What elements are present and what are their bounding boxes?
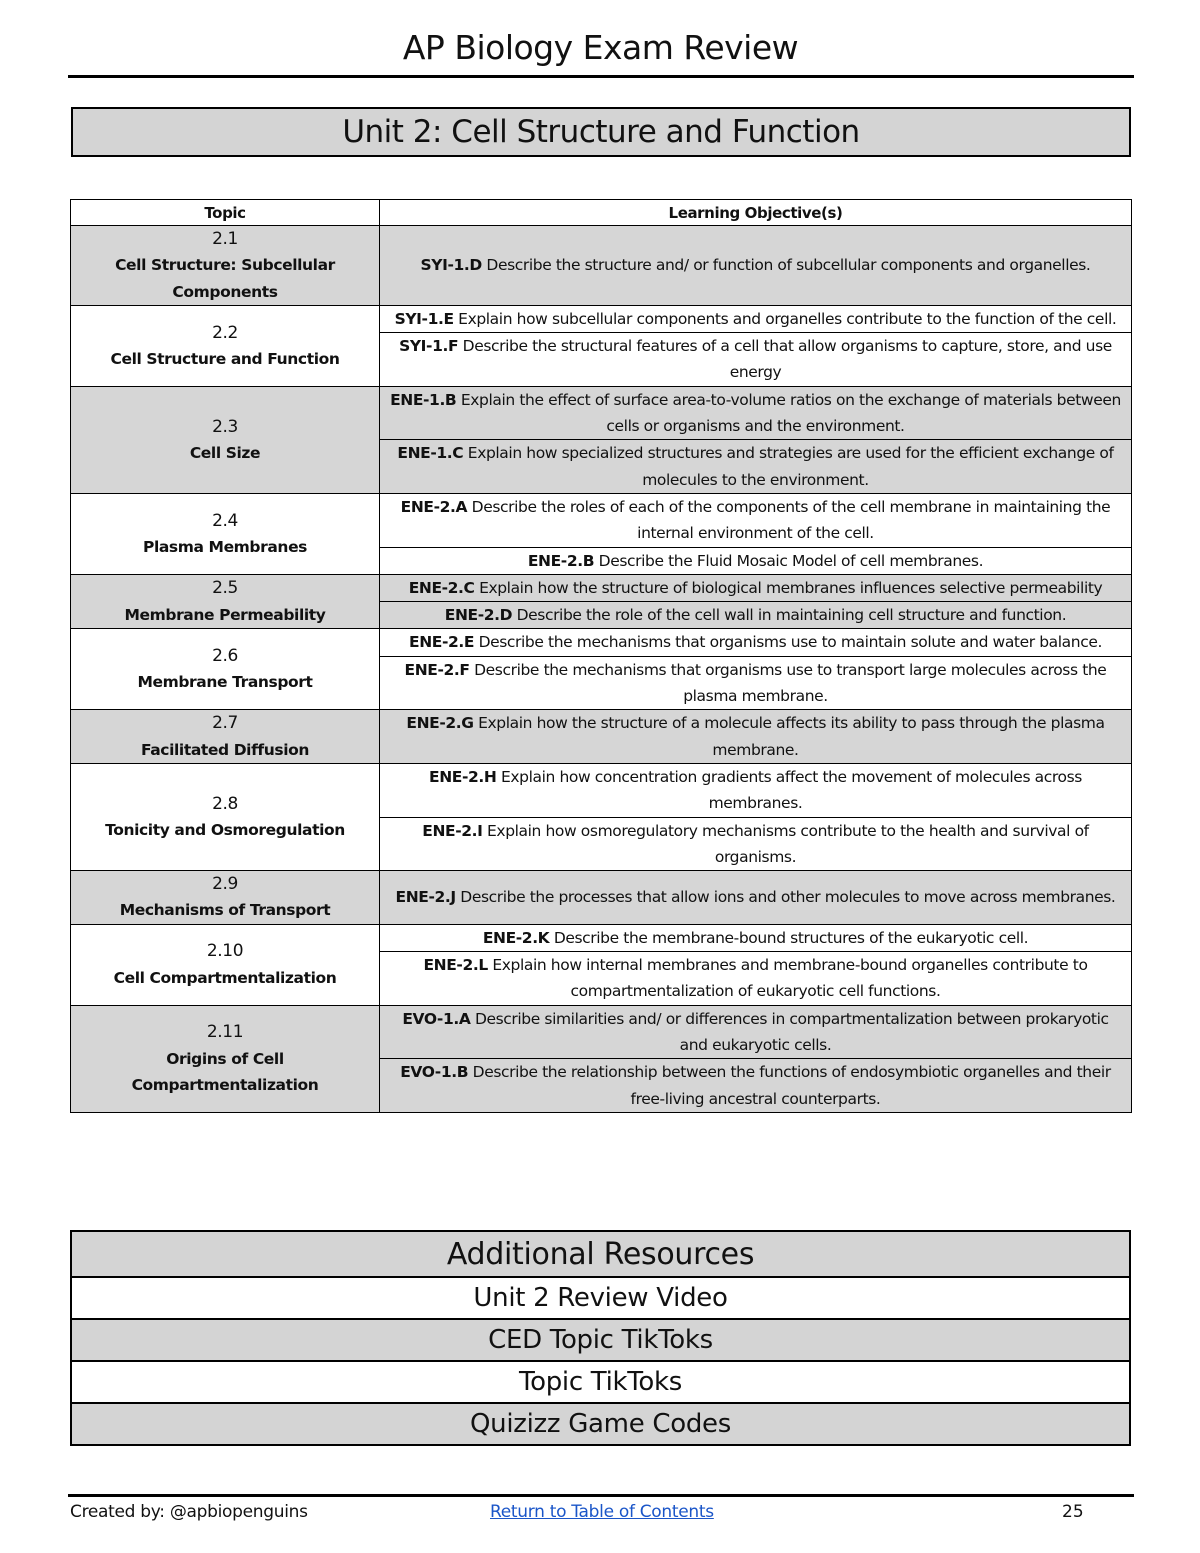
topic-cell bbox=[71, 574, 380, 629]
objective-cell bbox=[380, 710, 1132, 764]
objective-text: Describe the roles of each of the components of the cell membrane in maintaining the internal environment of the cell. bbox=[471, 497, 1111, 543]
table-row bbox=[71, 386, 1132, 440]
topic-name: Facilitated Diffusion bbox=[140, 740, 310, 759]
topic-number: 2.7 bbox=[212, 713, 238, 734]
objective-cell bbox=[380, 1059, 1132, 1113]
objective-text: Describe the Fluid Mosaic Model of cell membranes. bbox=[598, 551, 984, 570]
table-of-contents-link[interactable]: Return to Table of Contents bbox=[490, 1502, 714, 1522]
objective-cell bbox=[380, 871, 1132, 925]
topic-name: Cell Compartmentalization bbox=[113, 968, 337, 987]
topic-number: 2.4 bbox=[212, 510, 238, 531]
objective-code: ENE-2.B bbox=[527, 551, 595, 570]
table-row bbox=[71, 574, 1132, 601]
objective-text: Describe the role of the cell wall in maintaining cell structure and function. bbox=[516, 606, 1067, 625]
objective-code: ENE-1.B bbox=[390, 390, 457, 409]
objective-cell bbox=[380, 629, 1132, 656]
objective-code: ENE-2.I bbox=[422, 821, 483, 840]
topic-cell bbox=[71, 305, 380, 386]
resource-row bbox=[71, 1361, 1130, 1403]
objective-code: ENE-2.J bbox=[395, 888, 456, 907]
objective-cell bbox=[380, 305, 1132, 332]
objective-code: ENE-2.K bbox=[482, 928, 550, 947]
resources-body bbox=[71, 1231, 1130, 1445]
objective-cell bbox=[380, 1005, 1132, 1059]
resource-link[interactable]: CED Topic TikToks bbox=[71, 1319, 1130, 1361]
topic-number: 2.1 bbox=[212, 229, 238, 249]
topic-name: Cell Structure: Subcellular Components bbox=[115, 256, 335, 301]
topic-number: 2.11 bbox=[206, 1022, 244, 1043]
topics-body bbox=[71, 226, 1132, 1113]
topic-name: Origins of Cell Compartmentalization bbox=[131, 1049, 319, 1094]
objectives-column-header: Learning Objective(s) bbox=[380, 200, 1132, 226]
objective-cell bbox=[380, 574, 1132, 601]
objective-code: ENE-1.C bbox=[397, 444, 464, 463]
objective-text: Explain how concentration gradients affect the movement of molecules across membranes. bbox=[501, 767, 1082, 813]
objective-code: ENE-2.A bbox=[400, 497, 468, 516]
topic-column-header: Topic bbox=[71, 200, 380, 226]
objective-text: Explain how osmoregulatory mechanisms contribute to the health and survival of organisms. bbox=[487, 821, 1089, 866]
topic-number: 2.8 bbox=[212, 793, 238, 814]
table-row bbox=[71, 226, 1132, 306]
topic-number: 2.5 bbox=[212, 578, 238, 599]
table-row bbox=[71, 924, 1132, 951]
topic-number: 2.2 bbox=[212, 322, 238, 343]
topic-name: Membrane Permeability bbox=[124, 605, 326, 624]
resource-row bbox=[71, 1319, 1130, 1361]
resource-row bbox=[71, 1277, 1130, 1319]
objective-text: Explain how internal membranes and membrane-bound organelles contribute to compartmentalization of eukaryotic cell functions. bbox=[492, 956, 1088, 1001]
objective-text: Describe the relationship between the functions of endosymbiotic organelles and their free-living ancestral counterparts. bbox=[472, 1063, 1111, 1108]
table-header-row bbox=[71, 200, 1132, 226]
table-row bbox=[71, 493, 1132, 547]
objective-text: Explain how the structure of a molecule affects its ability to pass through the plasma membrane. bbox=[478, 714, 1105, 759]
objective-text: Describe the structural features of a cell that allow organisms to capture, store, and use energy bbox=[462, 337, 1112, 382]
objective-code: SYI-1.F bbox=[399, 337, 459, 356]
objective-cell bbox=[380, 493, 1132, 547]
topic-name: Tonicity and Osmoregulation bbox=[105, 821, 345, 840]
objective-cell bbox=[380, 817, 1132, 871]
objective-code: EVO-1.B bbox=[400, 1063, 469, 1082]
table-row bbox=[71, 629, 1132, 656]
topic-cell bbox=[71, 710, 380, 764]
objective-cell bbox=[380, 440, 1132, 494]
objective-cell bbox=[380, 386, 1132, 440]
objective-text: Explain how specialized structures and strategies are used for the efficient exchange of molecules to the environment. bbox=[467, 444, 1114, 489]
topic-number: 2.9 bbox=[212, 874, 238, 895]
table-row bbox=[71, 1005, 1132, 1059]
resource-link[interactable]: Unit 2 Review Video bbox=[71, 1277, 1130, 1319]
topic-cell bbox=[71, 924, 380, 1005]
table-row bbox=[71, 710, 1132, 764]
resources-table bbox=[70, 1230, 1131, 1446]
footer-divider bbox=[68, 1494, 1134, 1497]
topic-cell bbox=[71, 226, 380, 306]
table-row bbox=[71, 305, 1132, 332]
topic-name: Membrane Transport bbox=[137, 673, 313, 692]
topic-cell bbox=[71, 386, 380, 493]
resource-row bbox=[71, 1403, 1130, 1445]
objective-text: Describe the processes that allow ions and other molecules to move across membranes. bbox=[460, 888, 1116, 907]
topic-number: 2.10 bbox=[206, 941, 244, 962]
objective-cell bbox=[380, 952, 1132, 1006]
topic-name: Cell Size bbox=[189, 443, 261, 462]
objective-cell bbox=[380, 333, 1132, 387]
objective-code: SYI-1.E bbox=[394, 309, 454, 328]
objective-cell bbox=[380, 226, 1132, 306]
objective-cell bbox=[380, 924, 1132, 951]
page-number: 25 bbox=[1062, 1502, 1084, 1522]
topic-name: Plasma Membranes bbox=[142, 537, 308, 556]
objective-cell bbox=[380, 656, 1132, 710]
page-title: AP Biology Exam Review bbox=[402, 28, 799, 67]
objective-text: Explain the effect of surface area-to-volume ratios on the exchange of materials between cells or organisms and the environment. bbox=[460, 390, 1121, 436]
objective-code: ENE-2.L bbox=[423, 956, 488, 975]
topic-cell bbox=[71, 629, 380, 710]
topic-name: Cell Structure and Function bbox=[110, 349, 340, 368]
header-divider bbox=[68, 75, 1134, 78]
topics-table bbox=[70, 199, 1132, 1113]
objective-code: ENE-2.G bbox=[406, 714, 474, 733]
objective-text: Describe the mechanisms that organisms use to transport large molecules across the plasma membrane. bbox=[474, 660, 1107, 706]
topic-cell bbox=[71, 1005, 380, 1112]
topic-cell bbox=[71, 493, 380, 574]
resources-header-row bbox=[71, 1231, 1130, 1277]
footer-credit: Created by: @apbiopenguins bbox=[70, 1502, 308, 1522]
objective-text: Explain how subcellular components and organelles contribute to the function of the cell. bbox=[458, 309, 1117, 328]
objective-code: ENE-2.D bbox=[444, 606, 513, 625]
objective-text: Describe the structure and/ or function of subcellular components and organelles. bbox=[486, 256, 1091, 275]
objective-code: ENE-2.E bbox=[409, 633, 475, 652]
topic-cell bbox=[71, 871, 380, 925]
objective-text: Describe the membrane-bound structures of the eukaryotic cell. bbox=[553, 928, 1029, 947]
objective-cell bbox=[380, 763, 1132, 817]
objective-code: SYI-1.D bbox=[420, 256, 482, 275]
unit-title: Unit 2: Cell Structure and Function bbox=[71, 107, 1131, 157]
table-row bbox=[71, 763, 1132, 817]
topic-number: 2.3 bbox=[212, 416, 238, 437]
topic-number: 2.6 bbox=[212, 646, 238, 667]
resources-title: Additional Resources bbox=[71, 1231, 1130, 1277]
resource-link[interactable]: Topic TikToks bbox=[71, 1361, 1130, 1403]
objective-code: ENE-2.H bbox=[429, 767, 497, 786]
table-row bbox=[71, 871, 1132, 925]
topic-name: Mechanisms of Transport bbox=[119, 901, 331, 920]
objective-code: EVO-1.A bbox=[402, 1009, 471, 1028]
topic-cell bbox=[71, 763, 380, 870]
objective-code: ENE-2.F bbox=[404, 660, 470, 679]
objective-text: Explain how the structure of biological membranes influences selective permeability bbox=[479, 578, 1103, 597]
objective-text: Describe similarities and/ or differences in compartmentalization between prokaryotic and eukaryotic cells. bbox=[474, 1009, 1109, 1054]
resource-link[interactable]: Quizizz Game Codes bbox=[71, 1403, 1130, 1445]
objective-cell bbox=[380, 547, 1132, 574]
objective-cell bbox=[380, 602, 1132, 629]
objective-code: ENE-2.C bbox=[408, 578, 475, 597]
objective-text: Describe the mechanisms that organisms use to maintain solute and water balance. bbox=[478, 633, 1102, 652]
